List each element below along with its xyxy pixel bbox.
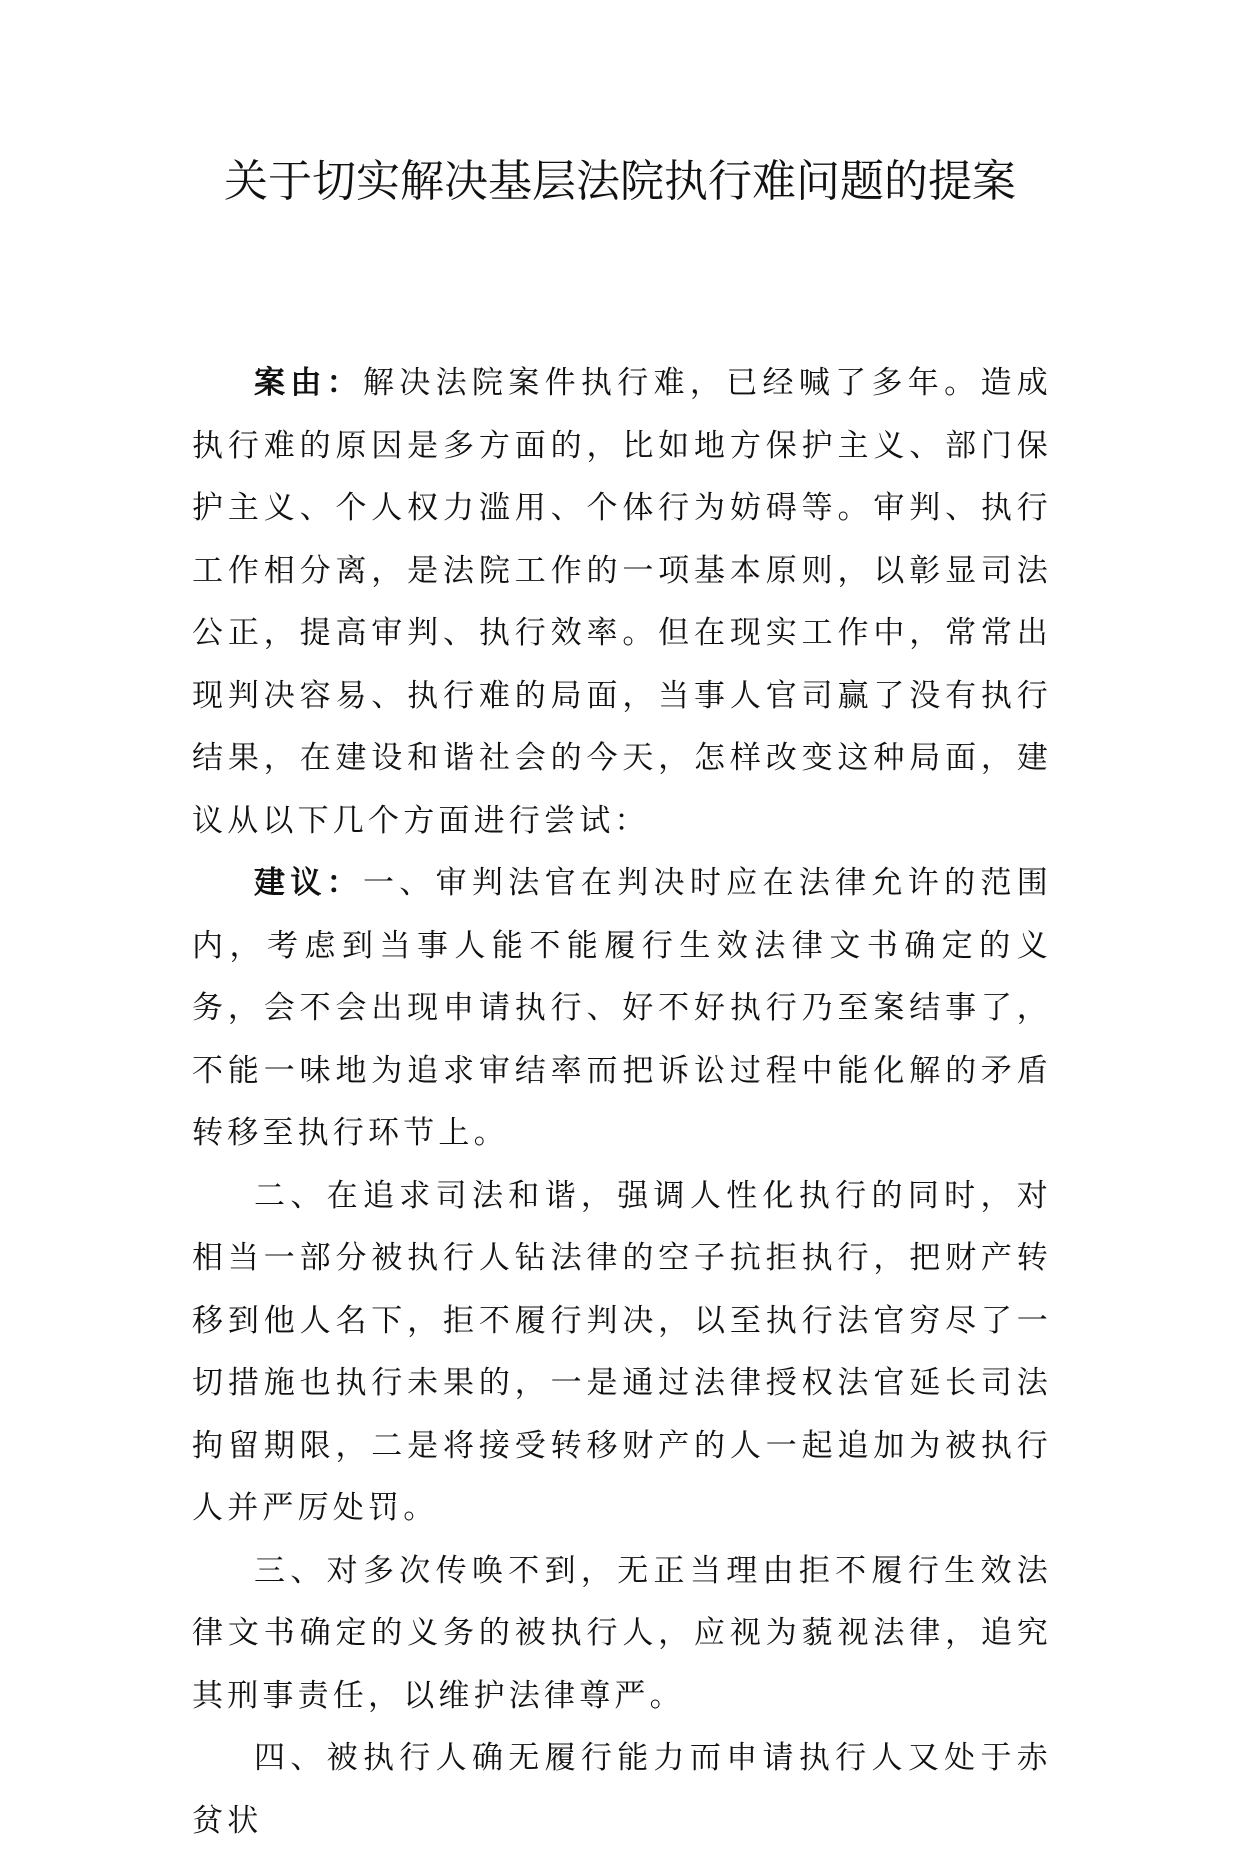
suggestion-text: 一、审判法官在判决时应在法律允许的范围内，考虑到当事人能不能履行生效法律文书确定的义务，会不会出现申请执行、好不好执行乃至案结事了，不能一味地为追求审结率而把诉讼过程中能化解的矛盾转移至执行环节上。 <box>192 865 1052 1151</box>
cause-text: 解决法院案件执行难，已经喊了多年。造成执行难的原因是多方面的，比如地方保护主义、部门保护主义、个人权力滥用、个体行为妨碍等。审判、执行工作相分离，是法院工作的一项基本原则，以彰显司法公正，提高审判、执行效率。但在现实工作中，常常出现判决容易、执行难的局面，当事人官司赢了没有执行结果，在建设和谐社会的今天，怎样改变这种局面，建议从以下几个方面进行尝试： <box>192 365 1052 839</box>
paragraph-two: 二、在追求司法和谐，强调人性化执行的同时，对相当一部分被执行人钻法律的空子抗拒执行，把财产转移到他人名下，拒不履行判决，以至执行法官穷尽了一切措施也执行未果的，一是通过法律授权法官延长司法拘留期限，二是将接受转移财产的人一起追加为被执行人并严厉处罚。 <box>192 1177 1052 1526</box>
document-title: 关于切实解决基层法院执行难问题的提案 <box>224 156 1016 207</box>
suggestion-paragraph <box>192 852 1052 1165</box>
cause-label: 案由： <box>254 365 363 401</box>
cause-paragraph <box>192 352 1052 852</box>
suggestion-label: 建议： <box>254 865 363 901</box>
paragraph-four: 四、被执行人确无履行能力而申请执行人又处于赤贫状 <box>192 1740 1052 1839</box>
document-body <box>192 352 1052 1852</box>
paragraph-three: 三、对多次传唤不到，无正当理由拒不履行生效法律文书确定的义务的被执行人，应视为藐视法律，追究其刑事责任，以维护法律尊严。 <box>192 1552 1052 1714</box>
